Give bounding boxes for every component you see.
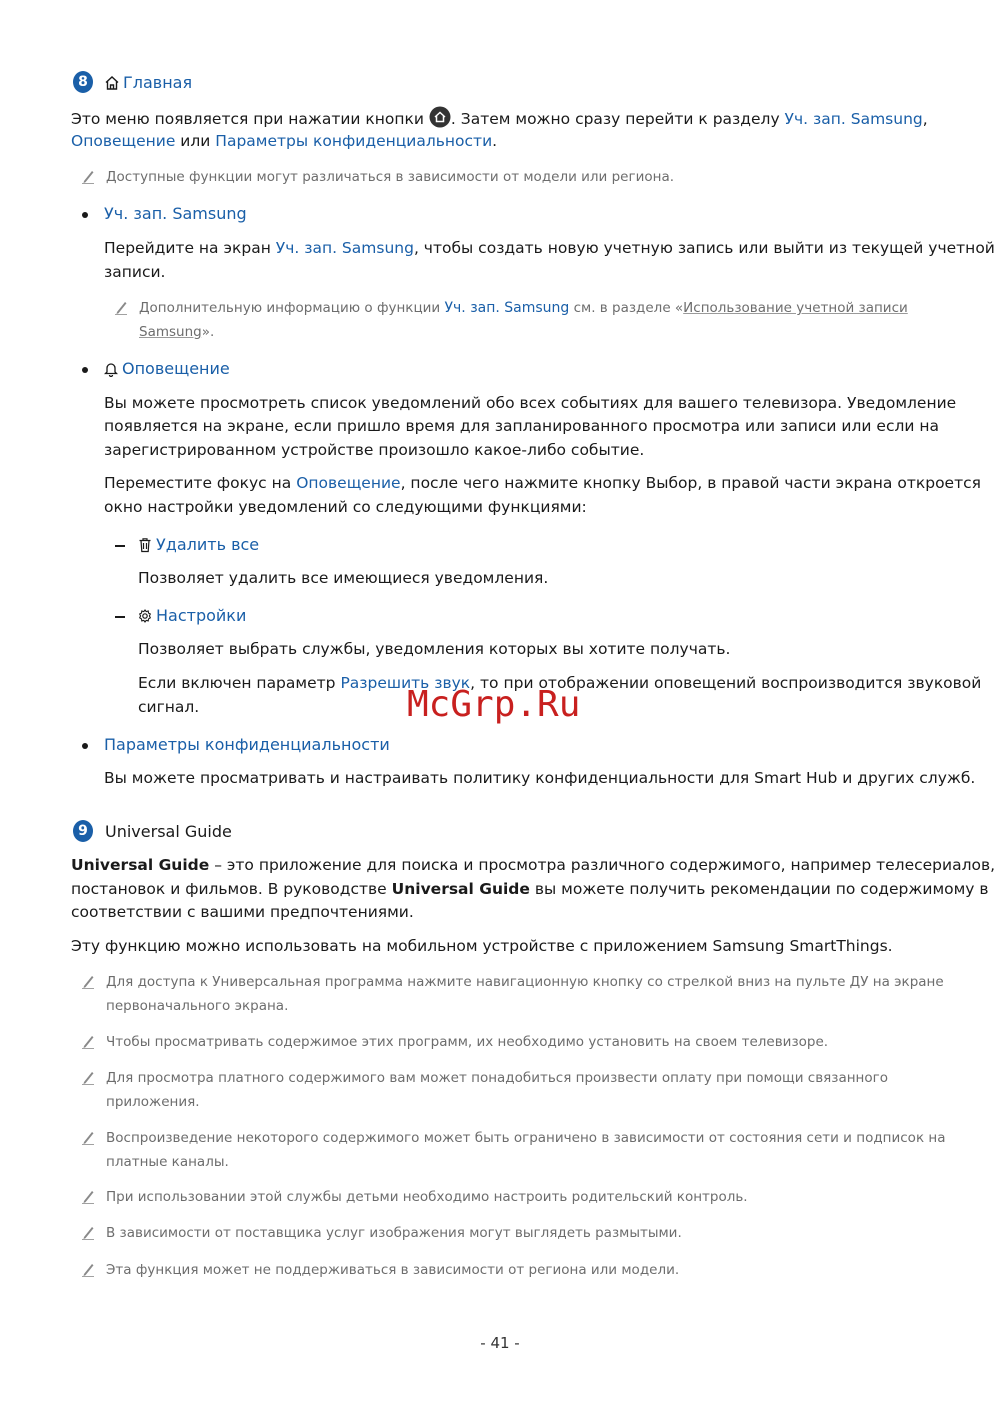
- dash: [115, 545, 125, 547]
- pencil-note-icon: [81, 1069, 95, 1085]
- account-title: Уч. зап. Samsung: [104, 204, 247, 223]
- settings-title-text: Настройки: [156, 606, 247, 625]
- universal-guide-p2: Эту функцию можно использовать на мобильном устройстве с приложением Samsung SmartThings.: [71, 937, 893, 955]
- page-number: - 41 -: [480, 1334, 520, 1352]
- notifications-p2-line1: [104, 472, 981, 496]
- note-line: приложения.: [106, 1094, 200, 1110]
- pencil-note-icon: [81, 1129, 95, 1145]
- note-line: Для доступа к Универсальная программа нажмите навигационную кнопку со стрелкой вниз на пульте ДУ на экране: [106, 974, 944, 990]
- pencil-note-icon: [114, 299, 128, 315]
- settings-text: Позволяет выбрать службы, уведомления которых вы хотите получать.: [138, 640, 731, 658]
- period: .: [492, 132, 498, 150]
- universal-guide-p1-a: – это приложение для поиска и просмотра различного содержимого, например телесериалов,: [209, 856, 996, 874]
- note-line: Чтобы просматривать содержимое этих программ, их необходимо установить на своем телевизоре.: [106, 1034, 829, 1050]
- note-line: платные каналы.: [106, 1154, 229, 1170]
- account-link: Уч. зап. Samsung: [784, 110, 923, 128]
- note-line: Для просмотра платного содержимого вам может понадобиться произвести оплату при помощи связанного: [106, 1070, 888, 1086]
- section-number-badge: 8: [73, 71, 93, 93]
- home-intro-line1: [71, 106, 928, 132]
- bullet: [82, 367, 88, 373]
- notifications-p1-line1: Вы можете просмотреть список уведомлений обо всех событиях для вашего телевизора. Уведомление: [104, 394, 957, 412]
- account-text-line2: записи.: [104, 263, 166, 281]
- notifications-p2-a: Переместите фокус на: [104, 474, 297, 492]
- allow-sound-link: Разрешить звук: [340, 674, 471, 692]
- universal-guide-p1-line3: соответствии с вашими предпочтениями.: [71, 903, 414, 921]
- account-note-line1: [139, 297, 908, 321]
- account-section-ref-link-2[interactable]: Samsung: [139, 324, 202, 340]
- pencil-note-icon: [81, 1261, 95, 1277]
- settings-text2-a: Если включен параметр: [138, 674, 341, 692]
- note-line: Воспроизведение некоторого содержимого может быть ограничено в зависимости от состояния сети и подписок на: [106, 1130, 946, 1146]
- universal-guide-bold-2: Universal Guide: [391, 880, 530, 898]
- note-line: В зависимости от поставщика услуг изображения могут выглядеть размытыми.: [106, 1225, 682, 1241]
- universal-guide-p1-b: постановок и фильмов. В руководстве: [71, 880, 392, 898]
- account-text-link: Уч. зап. Samsung: [275, 239, 414, 257]
- watermark: McGrp.Ru: [407, 684, 581, 725]
- notifications-title-text: Оповещение: [122, 359, 230, 378]
- pencil-note-icon: [81, 168, 95, 184]
- dash: [115, 616, 125, 618]
- home-button-icon: [429, 106, 451, 128]
- notifications-p2-link: Оповещение: [296, 474, 401, 492]
- note-line: При использовании этой службы детьми необходимо настроить родительский контроль.: [106, 1189, 748, 1205]
- universal-guide-p1-line2: [71, 878, 989, 902]
- intro-text-2: . Затем можно сразу перейти к разделу: [450, 110, 785, 128]
- home-icon: [104, 75, 120, 91]
- bullet: [82, 212, 88, 218]
- trash-icon: [138, 537, 152, 553]
- comma: ,: [922, 110, 928, 128]
- account-section-ref-link[interactable]: Использование учетной записи: [683, 300, 908, 316]
- universal-guide-p1-c: вы можете получить рекомендации по содержимому в: [529, 880, 989, 898]
- settings-title: [138, 605, 246, 627]
- section-number-badge: 9: [73, 820, 93, 842]
- account-note-b: см. в разделе «: [569, 300, 684, 316]
- settings-text2-b: , то при отображении оповещений воспроизводится звуковой: [470, 674, 982, 692]
- delete-all-text: Позволяет удалить все имеющиеся уведомления.: [138, 569, 549, 587]
- notifications-title: [104, 358, 230, 380]
- note-line: первоначального экрана.: [106, 998, 289, 1014]
- pencil-note-icon: [81, 973, 95, 989]
- gear-icon: [138, 609, 152, 623]
- universal-guide-bold: Universal Guide: [71, 856, 210, 874]
- notifications-p2-b: , после чего нажмите кнопку Выбор, в правой части экрана откроется: [400, 474, 981, 492]
- privacy-title: Параметры конфиденциальности: [104, 735, 390, 754]
- universal-guide-p1-line1: [71, 854, 995, 878]
- account-note-line2: [139, 321, 214, 345]
- section-title-universal-guide: Universal Guide: [105, 822, 232, 841]
- account-note-c: ».: [201, 324, 215, 340]
- account-note-link: Уч. зап. Samsung: [444, 300, 570, 316]
- account-note-a: Дополнительную информацию о функции: [139, 300, 445, 316]
- settings-text2-line2: сигнал.: [138, 698, 200, 716]
- home-note: Доступные функции могут различаться в зависимости от модели или региона.: [106, 169, 675, 185]
- or-text: или: [175, 132, 216, 150]
- pencil-note-icon: [81, 1188, 95, 1204]
- bell-icon: [104, 361, 118, 377]
- privacy-text: Вы можете просматривать и настраивать политику конфиденциальности для Smart Hub и других служб.: [104, 769, 976, 787]
- notifications-p1-line3: зарегистрированном устройстве произошло какое-либо событие.: [104, 441, 645, 459]
- delete-all-title-text: Удалить все: [156, 535, 260, 554]
- section-title-home: [104, 72, 192, 94]
- account-text-a: Перейдите на экран: [104, 239, 276, 257]
- privacy-link: Параметры конфиденциальности: [215, 132, 493, 150]
- note-line: Эта функция может не поддерживаться в зависимости от региона или модели.: [106, 1262, 680, 1278]
- home-intro-line2: [71, 130, 497, 154]
- notifications-p2-line2: окно настройки уведомлений со следующими функциями:: [104, 498, 587, 516]
- home-title-text: Главная: [123, 73, 193, 92]
- account-text-b: , чтобы создать новую учетную запись или выйти из текущей учетной: [413, 239, 995, 257]
- pencil-note-icon: [81, 1033, 95, 1049]
- bullet: [82, 743, 88, 749]
- notifications-link: Оповещение: [71, 132, 176, 150]
- account-text-line1: [104, 237, 995, 261]
- pencil-note-icon: [81, 1224, 95, 1240]
- notifications-p1-line2: появляется на экране, если пришло время для запланированного просмотра или записи или если на: [104, 417, 940, 435]
- delete-all-title: [138, 534, 259, 556]
- intro-text: Это меню появляется при нажатии кнопки: [71, 110, 429, 128]
